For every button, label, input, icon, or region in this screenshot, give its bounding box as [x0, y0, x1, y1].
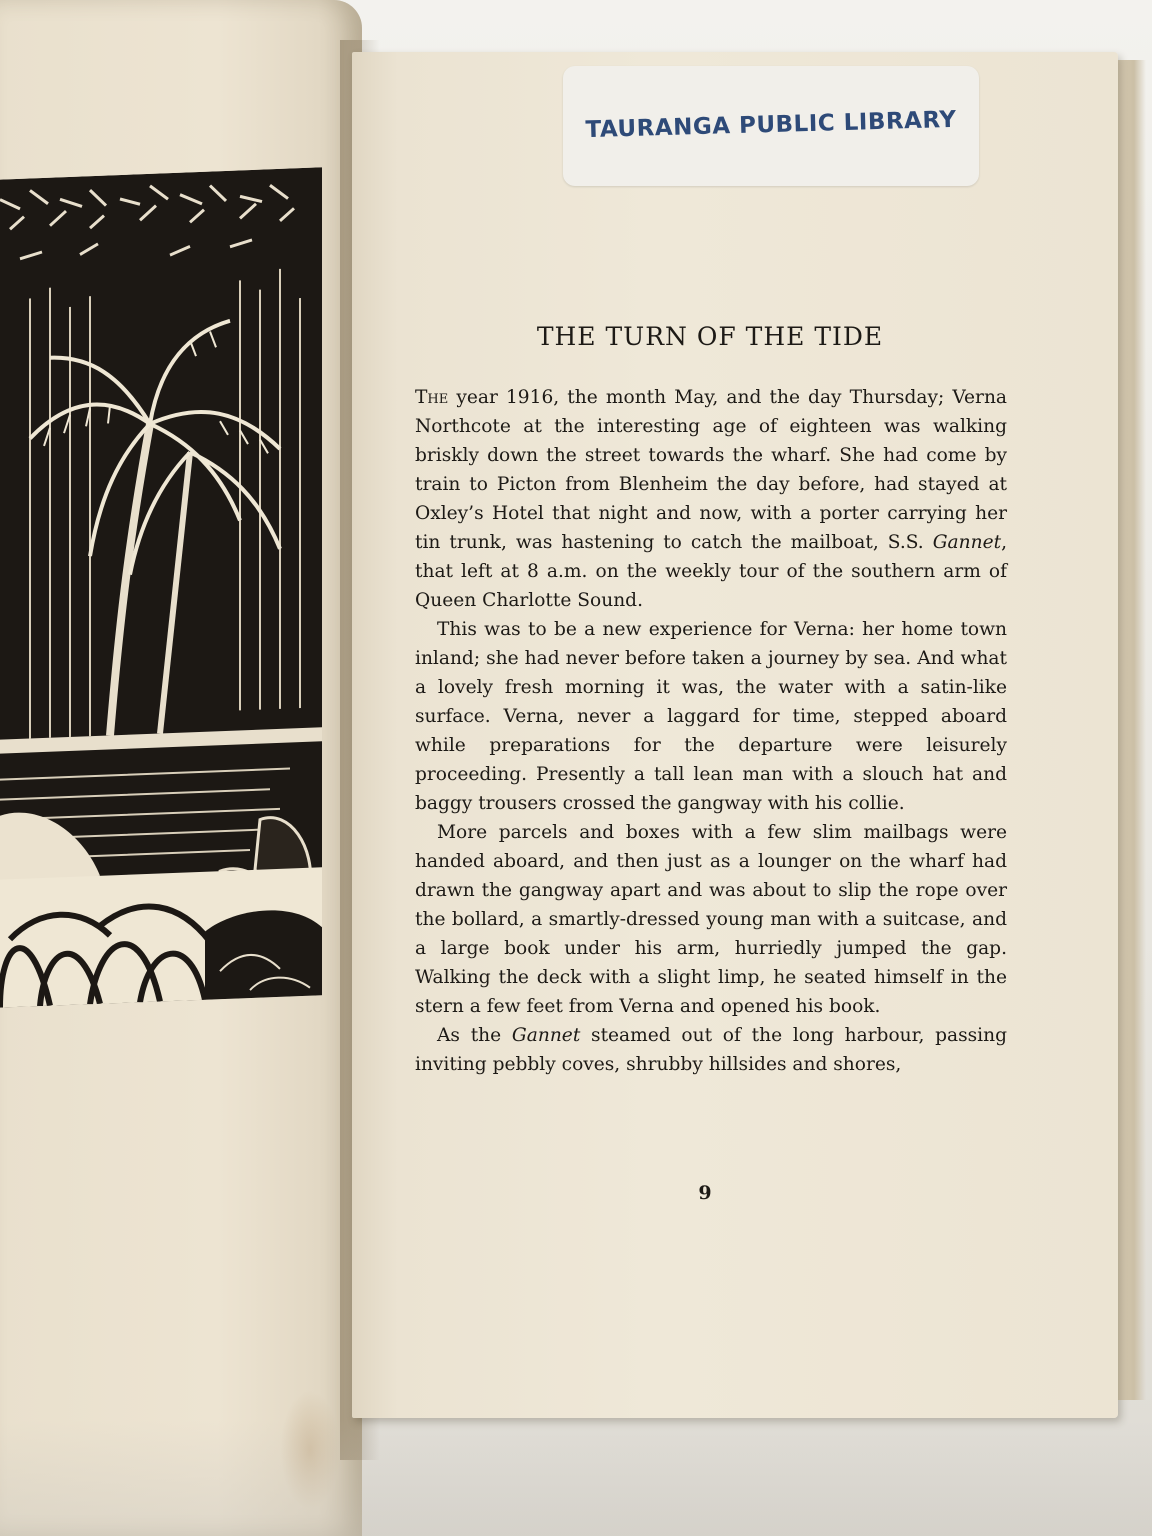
library-label-text: TAURANGA PUBLIC LIBRARY — [585, 106, 957, 144]
paragraph: More parcels and boxes with a few slim mailbags were handed aboard, and then just as a lounger on the wharf had drawn the gangway apart and was about to slip the rope over the bollard, a smartly-dressed young man with a suitcase, and a large book under his arm, hurriedly jumped the gap. Walking the deck with a slight limp, he seated himself in the stern a few feet from Verna and opened his book. — [415, 822, 1007, 1017]
paragraph: The year 1916, the month May, and the day Thursday; Verna Northcote at the interesting age of eighteen was walking briskly down the street towards the wharf. She had come by train to Picton from Blenheim the day before, had stayed at Oxley’s Hotel that night and now, with a porter carrying her tin trunk, was hastening to catch the mailboat, S.S. Gannet, that left at 8 a.m. on the weekly tour of the southern arm of Queen Charlotte Sound. — [415, 387, 1007, 611]
page-number: 9 — [698, 1182, 712, 1204]
chapter-body — [415, 383, 1007, 1079]
page-edges — [1116, 60, 1146, 1400]
left-page — [0, 0, 362, 1536]
woodcut-palm-river-icon — [0, 167, 322, 1008]
drop-lead: The — [415, 387, 449, 408]
paragraph: This was to be a new experience for Verna: her home town inland; she had never before taken a journey by sea. And what a lovely fresh morning it was, the water with a satin-like surface. Verna, never a laggard for time, stepped aboard while preparations for the departure were leisurely proceeding. Presently a tall lean man with a slouch hat and baggy trousers crossed the gangway with his collie. — [415, 619, 1007, 814]
ship-name: Gannet — [932, 532, 1002, 553]
table-surface — [0, 1420, 1152, 1536]
ship-name: Gannet — [511, 1025, 581, 1046]
paragraph: As the Gannet steamed out of the long harbour, passing inviting pebbly coves, shrubby hillsides and shores, — [415, 1025, 1008, 1075]
chapter-title: THE TURN OF THE TIDE — [536, 322, 884, 351]
library-label — [563, 66, 979, 186]
